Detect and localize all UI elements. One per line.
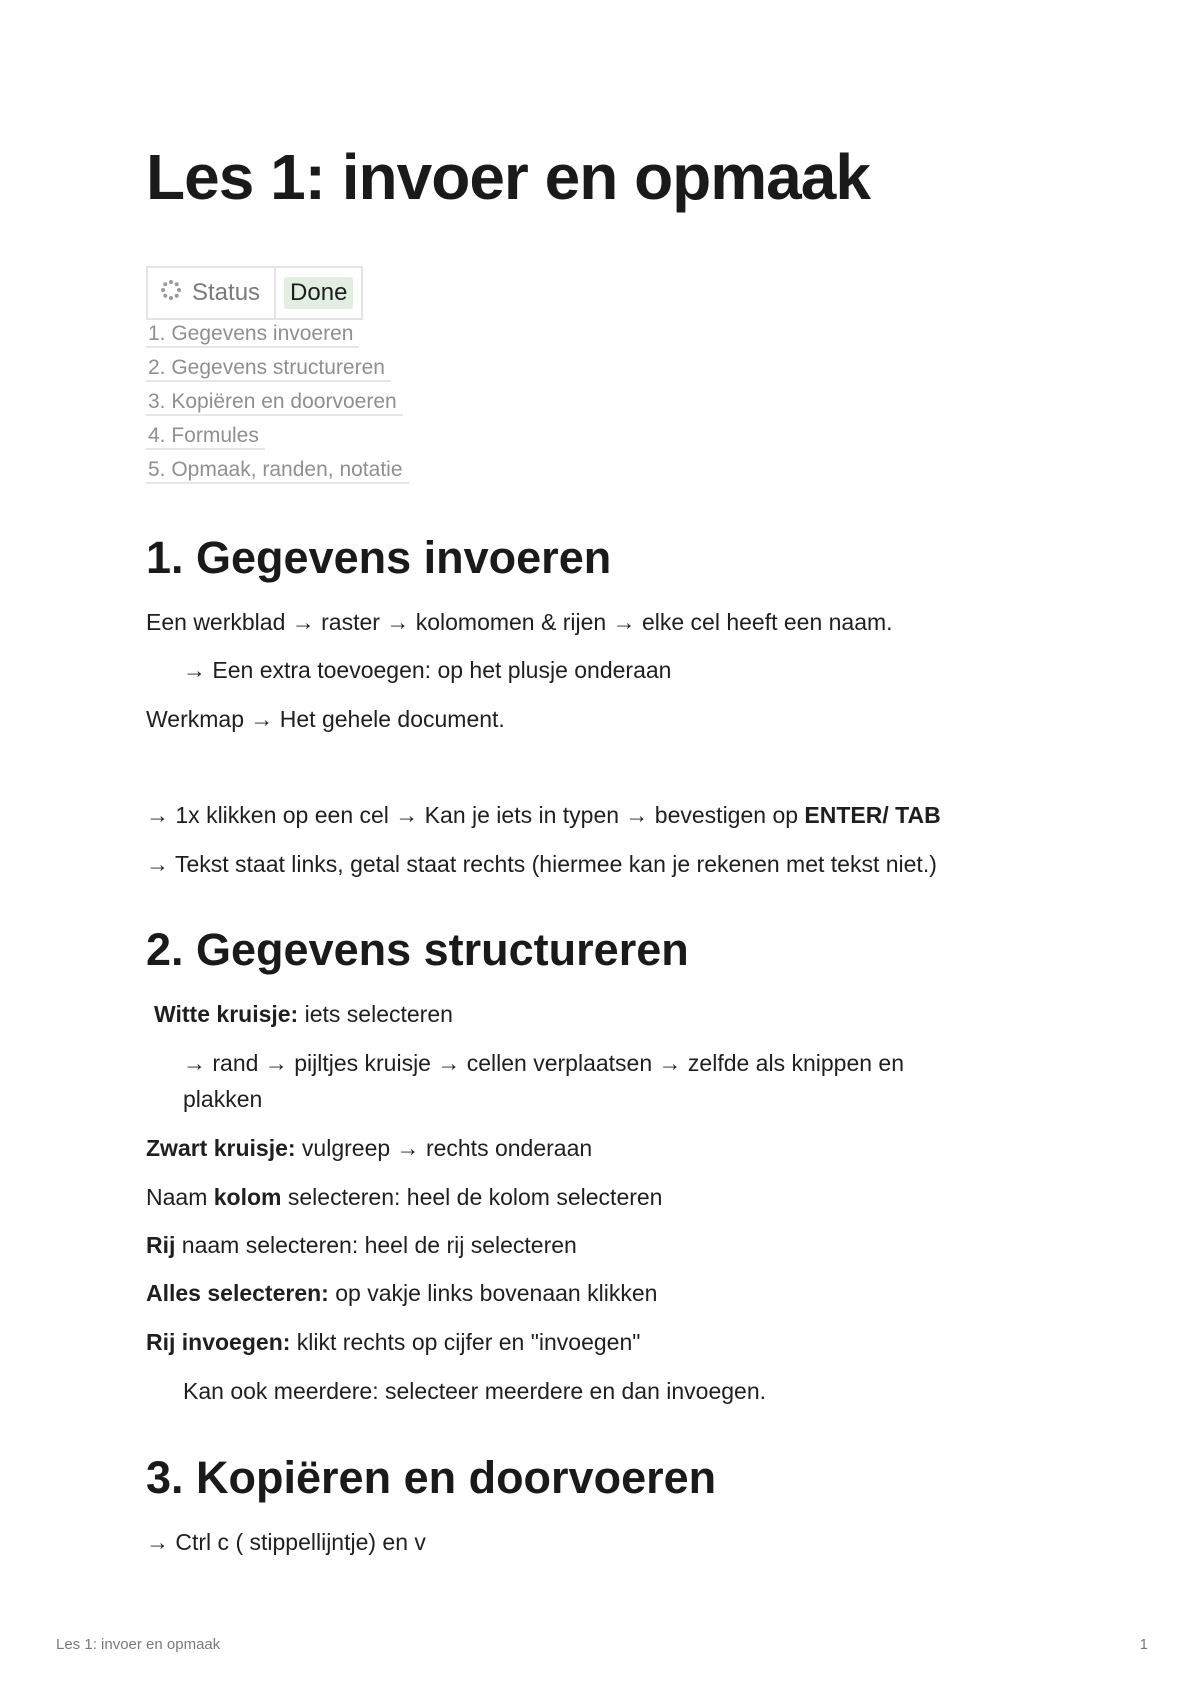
paragraph-text: iets selecteren <box>298 1001 453 1027</box>
bold-text: kolom <box>213 1184 282 1210</box>
paragraph-text: vulgreep → rechts onderaan <box>295 1135 593 1161</box>
paragraph-tekst-getal: → Tekst staat links, getal staat rechts (hiermee kan je rekenen met tekst niet.) <box>146 851 937 877</box>
paragraph-werkblad: Een werkblad → raster → kolomomen & rijen → elke cel heeft een naam. <box>146 609 893 635</box>
paragraph-werkmap: Werkmap → Het gehele document. <box>146 706 505 732</box>
paragraph-rij-naam <box>146 1227 577 1263</box>
paragraph-rij-invoegen <box>146 1324 640 1360</box>
paragraph-text: klikt rechts op cijfer en "invoegen" <box>290 1329 641 1355</box>
paragraph-text: → 1x klikken op een cel → Kan je iets in typen → bevestigen op <box>146 802 805 828</box>
bold-text: Witte kruisje: <box>154 1001 299 1027</box>
toc-link-kopieren-doorvoeren[interactable]: 3. Kopiëren en doorvoeren <box>146 390 403 416</box>
status-label: Status <box>192 279 261 306</box>
page-title: Les 1: invoer en opmaak <box>146 141 870 213</box>
section-heading-gegevens-invoeren: 1. Gegevens invoeren <box>146 532 612 583</box>
paragraph-naam-kolom <box>146 1179 662 1215</box>
status-badge[interactable]: Done <box>284 277 353 309</box>
loader-dots-icon <box>160 279 182 308</box>
paragraph-meerdere: Kan ook meerdere: selecteer meerdere en dan invoegen. <box>183 1378 767 1404</box>
toc-link-formules[interactable]: 4. Formules <box>146 424 265 450</box>
paragraph-zwart-kruisje <box>146 1130 592 1166</box>
paragraph-text: Naam <box>146 1184 214 1210</box>
paragraph-rand-line1: → rand → pijltjes kruisje → cellen verplaatsen → zelfde als knippen en <box>183 1050 905 1076</box>
toc-link-opmaak[interactable]: 5. Opmaak, randen, notatie <box>146 458 409 484</box>
paragraph-extra-toevoegen: → Een extra toevoegen: op het plusje onderaan <box>183 657 672 683</box>
table-of-contents <box>146 322 409 492</box>
bold-text: Rij <box>146 1232 176 1258</box>
paragraph-ctrl-c: → Ctrl c ( stippellijntje) en v <box>146 1529 426 1555</box>
paragraph-alles-selecteren <box>146 1275 657 1311</box>
paragraph-klikken-cel <box>146 797 941 833</box>
footer-page-number: 1 <box>1139 1636 1148 1653</box>
bold-text: ENTER/ TAB <box>804 802 941 828</box>
paragraph-witte-kruisje <box>154 996 453 1032</box>
section-heading-gegevens-structureren: 2. Gegevens structureren <box>146 924 689 975</box>
paragraph-text: selecteren: heel de kolom selecteren <box>281 1184 663 1210</box>
section-heading-kopieren-doorvoeren: 3. Kopiëren en doorvoeren <box>146 1452 717 1503</box>
bold-text: Zwart kruisje: <box>146 1135 296 1161</box>
paragraph-rand-line2: plakken <box>183 1086 263 1112</box>
status-property <box>146 266 363 320</box>
toc-link-gegevens-structureren[interactable]: 2. Gegevens structureren <box>146 356 391 382</box>
status-property-value[interactable] <box>276 268 361 318</box>
paragraph-text: op vakje links bovenaan klikken <box>328 1280 658 1306</box>
status-property-key <box>148 268 276 318</box>
toc-link-gegevens-invoeren[interactable]: 1. Gegevens invoeren <box>146 322 359 348</box>
footer-doc-title: Les 1: invoer en opmaak <box>56 1636 221 1653</box>
paragraph-text: naam selecteren: heel de rij selecteren <box>175 1232 577 1258</box>
bold-text: Alles selecteren: <box>146 1280 329 1306</box>
bold-text: Rij invoegen: <box>146 1329 291 1355</box>
